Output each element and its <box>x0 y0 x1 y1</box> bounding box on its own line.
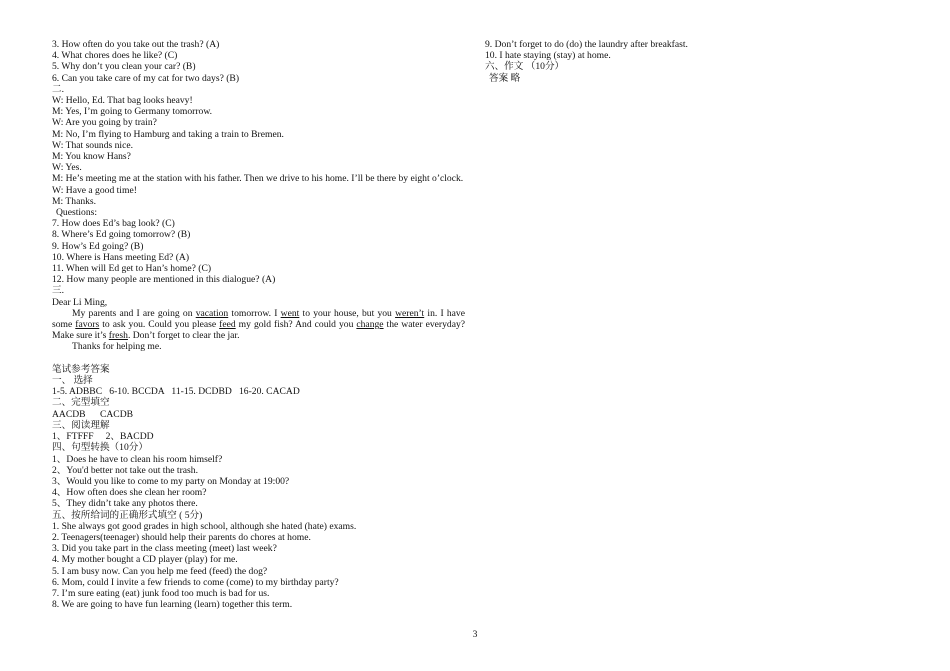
dialogue-line-long: M: He’s meeting me at the station with his father. Then we drive to his home. I’ll be there by eight o’clock. <box>52 173 464 185</box>
question-item: 11. When will Ed get to Han’s home? (C) <box>52 263 212 275</box>
section-1-answers: 1-5. ADBBC 6-10. BCCDA 11-15. DCDBD 16-20. CACAD <box>52 386 300 398</box>
question-item: 9. How’s Ed going? (B) <box>52 240 144 252</box>
dialogue-line: W: Are you going by train? <box>52 117 157 129</box>
section-6-heading: 六、作文 （10分） <box>485 61 565 73</box>
blank-word: weren’t <box>395 307 425 319</box>
section-4-item: 5、They didn’t take any photos there. <box>52 498 198 510</box>
section-2-answers: AACDB CACDB <box>52 408 134 420</box>
blank-word: vacation <box>195 307 229 319</box>
page-number: 3 <box>472 629 478 640</box>
section-5-item: 10. I hate staying (stay) at home. <box>485 50 611 62</box>
listening-q6: 6. Can you take care of my cat for two days? (B) <box>52 72 240 84</box>
blank-word: favors <box>75 319 100 331</box>
section-3-answers: 1、FTFFF 2、BACDD <box>52 431 154 443</box>
section-4-heading: 四、句型转换（10分） <box>52 442 148 454</box>
listening-q4: 4. What chores does he like? (C) <box>52 50 178 62</box>
dialogue-line: M: Thanks. <box>52 195 97 207</box>
dialogue-line: M: No, I’m flying to Hamburg and taking a train to Bremen. <box>52 128 284 140</box>
section-4-item: 1、Does he have to clean his room himself? <box>52 453 223 465</box>
section-5-item: 9. Don’t forget to do (do) the laundry after breakfast. <box>485 39 688 50</box>
section-4-item: 4、How often does she clean her room? <box>52 487 207 499</box>
dialogue-line: M: You know Hans? <box>52 151 131 163</box>
question-item: 10. Where is Hans meeting Ed? (A) <box>52 251 190 263</box>
section-3-heading: 三、阅读理解 <box>52 419 110 431</box>
section-6-answer: 答案 略 <box>489 72 521 84</box>
section-4-item: 2、You'd better not take out the trash. <box>52 464 198 476</box>
dialogue-line: W: That sounds nice. <box>52 139 133 151</box>
section-5-item: 7. I’m sure eating (eat) junk food too much is bad for us. <box>52 587 270 599</box>
question-item: 12. How many people are mentioned in this dialogue? (A) <box>52 274 276 286</box>
question-item: 8. Where’s Ed going tomorrow? (B) <box>52 229 191 241</box>
blank-word: went <box>280 307 300 319</box>
listening-q3: 3. How often do you take out the trash? (A) <box>52 39 220 50</box>
section-5-item: 8. We are going to have fun learning (learn) together this term. <box>52 599 293 611</box>
right-column <box>485 39 885 84</box>
dialogue-line: W: Yes. <box>52 162 82 174</box>
section-1-heading: 一、 选择 <box>52 375 93 387</box>
written-answers-title: 笔试参考答案 <box>52 363 110 375</box>
part-2-heading: 二. <box>52 83 64 95</box>
letter-closing: Thanks for helping me. <box>72 341 162 353</box>
section-5-heading: 五、按所给词的正确形式填空 ( 5分) <box>52 509 203 521</box>
section-5-item: 1. She always got good grades in high school, although she hated (hate) exams. <box>52 520 357 532</box>
listening-q5: 5. Why don’t you clean your car? (B) <box>52 61 196 73</box>
letter-greeting: Dear Li Ming, <box>52 296 108 308</box>
question-item: 7. How does Ed’s bag look? (C) <box>52 218 175 230</box>
blank-word: feed <box>219 319 236 331</box>
section-5-item: 6. Mom, could I invite a few friends to come (come) to my birthday party? <box>52 576 339 588</box>
left-column <box>52 39 465 610</box>
section-4-item: 3、Would you like to come to my party on Monday at 19:00? <box>52 475 290 487</box>
section-5-item: 5. I am busy now. Can you help me feed (feed) the dog? <box>52 565 268 577</box>
letter-body: My parents and I are going on vacation tomorrow. I went to your house, but you weren’t in. I have some favors to ask you. Could you please feed my gold fish? And could you change the water everyday? Make sure it’s fresh. Don’t forget to clear the jar. <box>52 307 466 342</box>
section-2-heading: 二、完型填空 <box>52 397 110 409</box>
section-5-item: 3. Did you take part in the class meeting (meet) last week? <box>52 543 277 555</box>
blank-word: change <box>356 319 384 331</box>
section-5-item: 4. My mother bought a CD player (play) for me. <box>52 554 238 566</box>
dialogue-line: M: Yes, I’m going to Germany tomorrow. <box>52 106 213 118</box>
section-5-item: 2. Teenagers(teenager) should help their parents do chores at home. <box>52 531 311 543</box>
blank-word: fresh <box>108 330 128 342</box>
dialogue-line: W: Have a good time! <box>52 184 137 196</box>
dialogue-line: W: Hello, Ed. That bag looks heavy! <box>52 95 193 107</box>
questions-label: Questions: <box>56 207 98 219</box>
part-3-heading: 三. <box>52 285 64 297</box>
